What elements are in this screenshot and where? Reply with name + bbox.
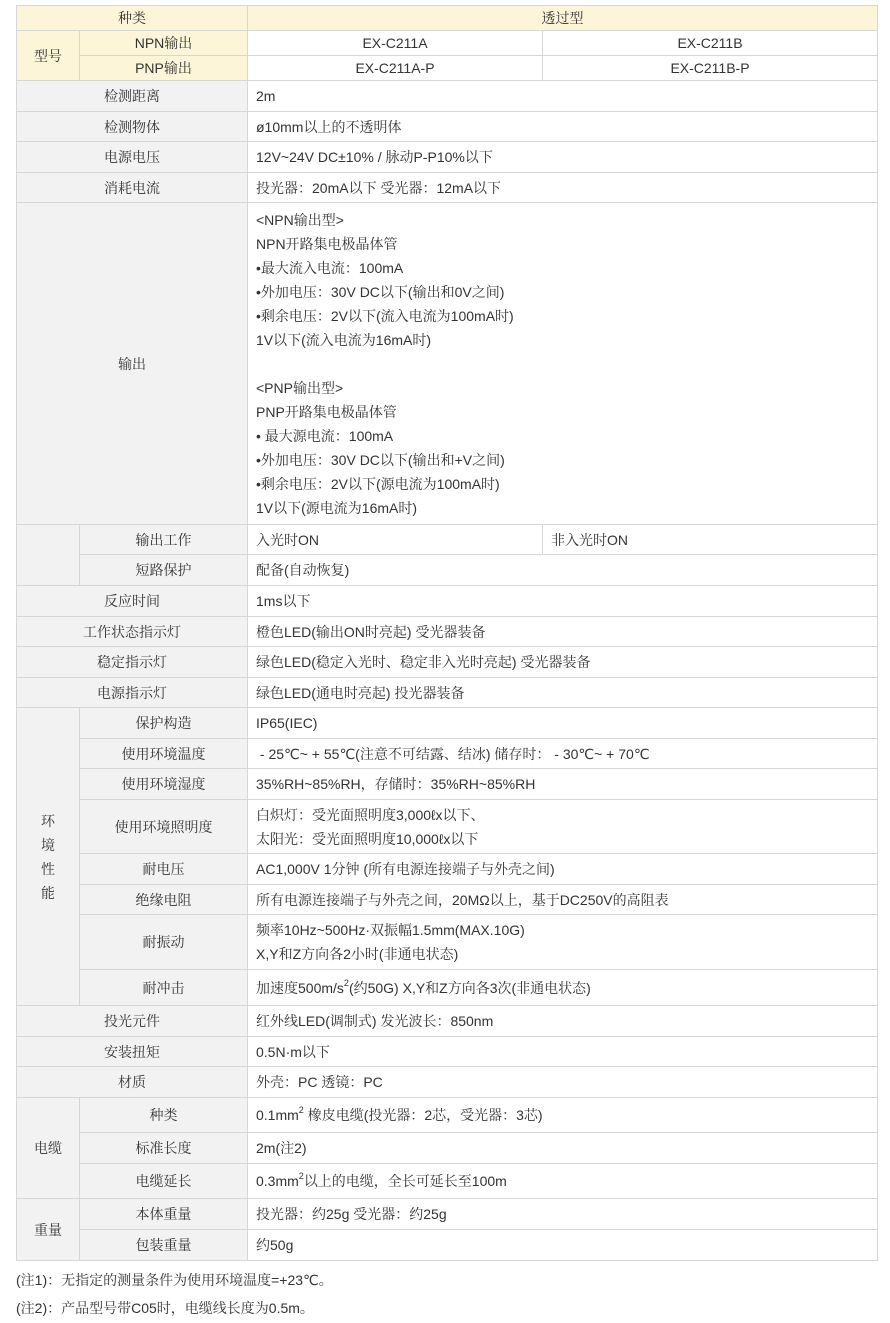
table-row bbox=[17, 1199, 878, 1230]
table-row bbox=[17, 970, 878, 1006]
footnote-2: (注2)：产品型号带C05时，电缆线长度为0.5m。 bbox=[16, 1300, 314, 1316]
voltage-label: 耐电压 bbox=[80, 854, 248, 885]
output-line: <PNP输出型> bbox=[256, 379, 344, 396]
output-line: 1V以下(源电流为16mA时) bbox=[256, 499, 418, 516]
shock-value-text: (约50G) X,Y和Z方向各3次(非通电状态) bbox=[348, 979, 591, 996]
table-row bbox=[17, 739, 878, 769]
illuminance-line: 白炽灯：受光面照明度3,000ℓx以下、 bbox=[256, 806, 485, 823]
output-line-blank bbox=[256, 352, 869, 376]
table-row bbox=[17, 885, 878, 915]
footnote-1: (注1)：无指定的测量条件为使用环境温度=+23℃。 bbox=[16, 1272, 333, 1288]
op-indicator-value: 橙色LED(输出ON时亮起) 受光器装备 bbox=[248, 617, 878, 647]
header-row-npn bbox=[17, 31, 878, 56]
object-value: ø10mm以上的不透明体 bbox=[248, 112, 878, 142]
table-row bbox=[17, 1164, 878, 1199]
current-label: 消耗电流 bbox=[17, 173, 248, 203]
table-row bbox=[17, 586, 878, 617]
table-row bbox=[17, 1098, 878, 1133]
vibration-label: 耐振动 bbox=[80, 915, 248, 970]
table-row bbox=[17, 678, 878, 708]
table-row bbox=[17, 1133, 878, 1164]
table-row bbox=[17, 1230, 878, 1261]
temperature-label: 使用环境温度 bbox=[80, 739, 248, 769]
protection-label: 保护构造 bbox=[80, 708, 248, 739]
distance-value: 2m bbox=[248, 81, 878, 112]
output-label: 输出 bbox=[17, 203, 248, 525]
shock-label: 耐冲击 bbox=[80, 970, 248, 1006]
cable-type-text: 0.1mm bbox=[256, 1107, 299, 1123]
material-label: 材质 bbox=[17, 1067, 248, 1098]
op-indicator-label: 工作状态指示灯 bbox=[17, 617, 248, 647]
response-value: 1ms以下 bbox=[248, 586, 878, 617]
cable-type-label: 种类 bbox=[80, 1098, 248, 1133]
humidity-label: 使用环境湿度 bbox=[80, 769, 248, 800]
table-row bbox=[17, 647, 878, 678]
cable-extension-value bbox=[248, 1164, 878, 1199]
weight-label: 重量 bbox=[17, 1199, 80, 1261]
table-row bbox=[17, 1006, 878, 1037]
pnp-label: PNP输出 bbox=[80, 56, 248, 81]
kind-value: 透过型 bbox=[248, 6, 878, 31]
power-indicator-label: 电源指示灯 bbox=[17, 678, 248, 708]
shock-value-text: 加速度500m/s bbox=[256, 979, 344, 996]
output-op-value-a: 入光时ON bbox=[248, 525, 543, 555]
body-weight-value: 投光器：约25g 受光器：约25g bbox=[248, 1199, 878, 1230]
shock-value bbox=[248, 970, 878, 1006]
output-line: 1V以下(流入电流为16mA时) bbox=[256, 331, 432, 348]
cable-length-value: 2m(注2) bbox=[248, 1133, 878, 1164]
object-label: 检测物体 bbox=[17, 112, 248, 142]
stab-indicator-label: 稳定指示灯 bbox=[17, 647, 248, 678]
table-row bbox=[17, 915, 878, 970]
model-label: 型号 bbox=[17, 31, 80, 81]
illuminance-label: 使用环境照明度 bbox=[80, 800, 248, 854]
output-value bbox=[248, 203, 878, 525]
supply-label: 电源电压 bbox=[17, 142, 248, 173]
cable-type-superscript: 2 bbox=[298, 1105, 304, 1116]
table-row bbox=[17, 617, 878, 647]
voltage-value: AC1,000V 1分钟 (所有电源连接端子与外壳之间) bbox=[248, 854, 878, 885]
model-b-npn: EX-C211B bbox=[543, 31, 878, 56]
table-row bbox=[17, 203, 878, 525]
output-line: •剩余电压：2V以下(流入电流为100mA时) bbox=[256, 307, 514, 324]
insulation-value: 所有电源连接端子与外壳之间，20MΩ以上，基于DC250V的高阻表 bbox=[248, 885, 878, 915]
table-row bbox=[17, 173, 878, 203]
table-row bbox=[17, 525, 878, 555]
model-a-pnp: EX-C211A-P bbox=[248, 56, 543, 81]
table-row bbox=[17, 800, 878, 854]
emitter-value: 红外线LED(调制式) 发光波长：850nm bbox=[248, 1006, 878, 1037]
humidity-value: 35%RH~85%RH，存储时：35%RH~85%RH bbox=[248, 769, 878, 800]
vibration-line: 频率10Hz~500Hz·双振幅1.5mm(MAX.10G) bbox=[256, 922, 525, 938]
cable-length-label: 标准长度 bbox=[80, 1133, 248, 1164]
body-weight-label: 本体重量 bbox=[80, 1199, 248, 1230]
env-label bbox=[17, 708, 80, 1006]
npn-label: NPN输出 bbox=[80, 31, 248, 56]
table-row bbox=[17, 708, 878, 739]
temperature-value: - 25℃~ + 55℃(注意不可结露、结冰) 储存时： - 30℃~ + 70℃ bbox=[248, 739, 878, 769]
power-indicator-value: 绿色LED(通电时亮起) 投光器装备 bbox=[248, 678, 878, 708]
output-line: PNP开路集电极晶体管 bbox=[256, 403, 397, 420]
cable-extension-superscript: 2 bbox=[298, 1171, 304, 1182]
model-a-npn: EX-C211A bbox=[248, 31, 543, 56]
current-value: 投光器：20mA以下 受光器：12mA以下 bbox=[248, 173, 878, 203]
output-group-spacer bbox=[17, 525, 80, 586]
table-row bbox=[17, 112, 878, 142]
cable-extension-text: 以上的电缆，全长可延长至100m bbox=[303, 1173, 507, 1189]
table-row bbox=[17, 1067, 878, 1098]
cable-extension-text: 0.3mm bbox=[256, 1173, 299, 1189]
shock-superscript: 2 bbox=[343, 977, 349, 988]
header-row-pnp bbox=[17, 56, 878, 81]
vibration-value bbox=[248, 915, 878, 970]
emitter-label: 投光元件 bbox=[17, 1006, 248, 1037]
distance-label: 检测距离 bbox=[17, 81, 248, 112]
output-op-value-b: 非入光时ON bbox=[543, 525, 878, 555]
illuminance-value bbox=[248, 800, 878, 854]
short-label: 短路保护 bbox=[80, 555, 248, 586]
footnotes bbox=[16, 1266, 333, 1322]
illuminance-line: 太阳光：受光面照明度10,000ℓx以下 bbox=[256, 830, 479, 847]
kind-label: 种类 bbox=[17, 6, 248, 31]
table-row bbox=[17, 142, 878, 173]
table-row bbox=[17, 1037, 878, 1067]
output-line: NPN开路集电极晶体管 bbox=[256, 235, 398, 252]
insulation-label: 绝缘电阻 bbox=[80, 885, 248, 915]
cable-type-text: 橡皮电缆(投光器：2芯，受光器：3芯) bbox=[303, 1107, 543, 1123]
output-line: •外加电压：30V DC以下(输出和0V之间) bbox=[256, 283, 505, 300]
output-op-label: 输出工作 bbox=[80, 525, 248, 555]
short-value: 配备(自动恢复) bbox=[248, 555, 878, 586]
cable-extension-label: 电缆延长 bbox=[80, 1164, 248, 1199]
table-row bbox=[17, 555, 878, 586]
material-value: 外壳：PC 透镜：PC bbox=[248, 1067, 878, 1098]
table-row bbox=[17, 854, 878, 885]
env-label-text: 环境性能 bbox=[41, 812, 55, 901]
cable-label: 电缆 bbox=[17, 1098, 80, 1199]
table-row bbox=[17, 769, 878, 800]
cable-type-value bbox=[248, 1098, 878, 1133]
response-label: 反应时间 bbox=[17, 586, 248, 617]
package-weight-label: 包装重量 bbox=[80, 1230, 248, 1261]
stab-indicator-value: 绿色LED(稳定入光时、稳定非入光时亮起) 受光器装备 bbox=[248, 647, 878, 678]
output-line: •最大流入电流：100mA bbox=[256, 259, 404, 276]
output-line: • 最大源电流：100mA bbox=[256, 427, 394, 444]
spec-table bbox=[16, 5, 878, 1261]
protection-value: IP65(IEC) bbox=[248, 708, 878, 739]
torque-value: 0.5N·m以下 bbox=[248, 1037, 878, 1067]
vibration-line: X,Y和Z方向各2小时(非通电状态) bbox=[256, 946, 459, 962]
torque-label: 安装扭矩 bbox=[17, 1037, 248, 1067]
supply-value: 12V~24V DC±10% / 脉动P-P10%以下 bbox=[248, 142, 878, 173]
model-b-pnp: EX-C211B-P bbox=[543, 56, 878, 81]
table-row bbox=[17, 81, 878, 112]
output-line: •剩余电压：2V以下(源电流为100mA时) bbox=[256, 475, 500, 492]
output-line: <NPN输出型> bbox=[256, 211, 344, 228]
output-line: •外加电压：30V DC以下(输出和+V之间) bbox=[256, 451, 505, 468]
header-row-kind bbox=[17, 6, 878, 31]
package-weight-value: 约50g bbox=[248, 1230, 878, 1261]
